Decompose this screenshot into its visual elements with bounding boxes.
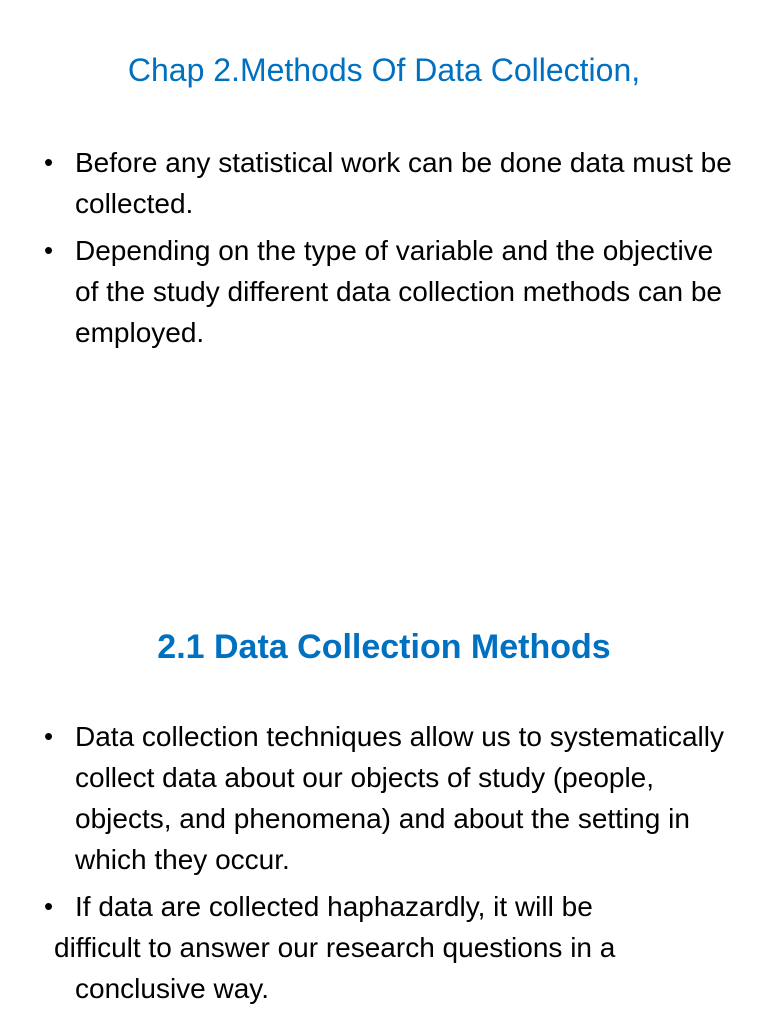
bullet-text: Before any statistical work can be done data must be collected. — [75, 147, 732, 219]
bullet-text-line-1: If data are collected haphazardly, it will be — [75, 891, 593, 922]
slide-2-bullet-list — [44, 716, 744, 1015]
slide-2-title: 2.1 Data Collection Methods — [157, 628, 611, 666]
bullet-icon: • — [44, 721, 54, 751]
bullet-icon: • — [44, 891, 54, 921]
bullet-icon: • — [44, 235, 54, 265]
bullet-text: Depending on the type of variable and the objective of the study different data collection methods can be employed. — [75, 235, 723, 348]
slide-1-bullet-list — [44, 142, 744, 359]
slide-2 — [0, 512, 768, 1024]
slide-1-title: Chap 2.Methods Of Data Collection, — [127, 52, 641, 88]
list-item — [44, 230, 744, 353]
bullet-icon: • — [44, 147, 54, 177]
list-item — [44, 886, 744, 1009]
bullet-text-line-2: difficult to answer our research questions in a — [54, 932, 616, 963]
bullet-text: Data collection techniques allow us to systematically collect data about our objects of study (people, objects, and phenomena) and about the setting in which they occur. — [75, 721, 724, 875]
bullet-text-line-3: conclusive way. — [75, 973, 270, 1004]
list-item — [44, 142, 744, 224]
list-item — [44, 716, 744, 880]
